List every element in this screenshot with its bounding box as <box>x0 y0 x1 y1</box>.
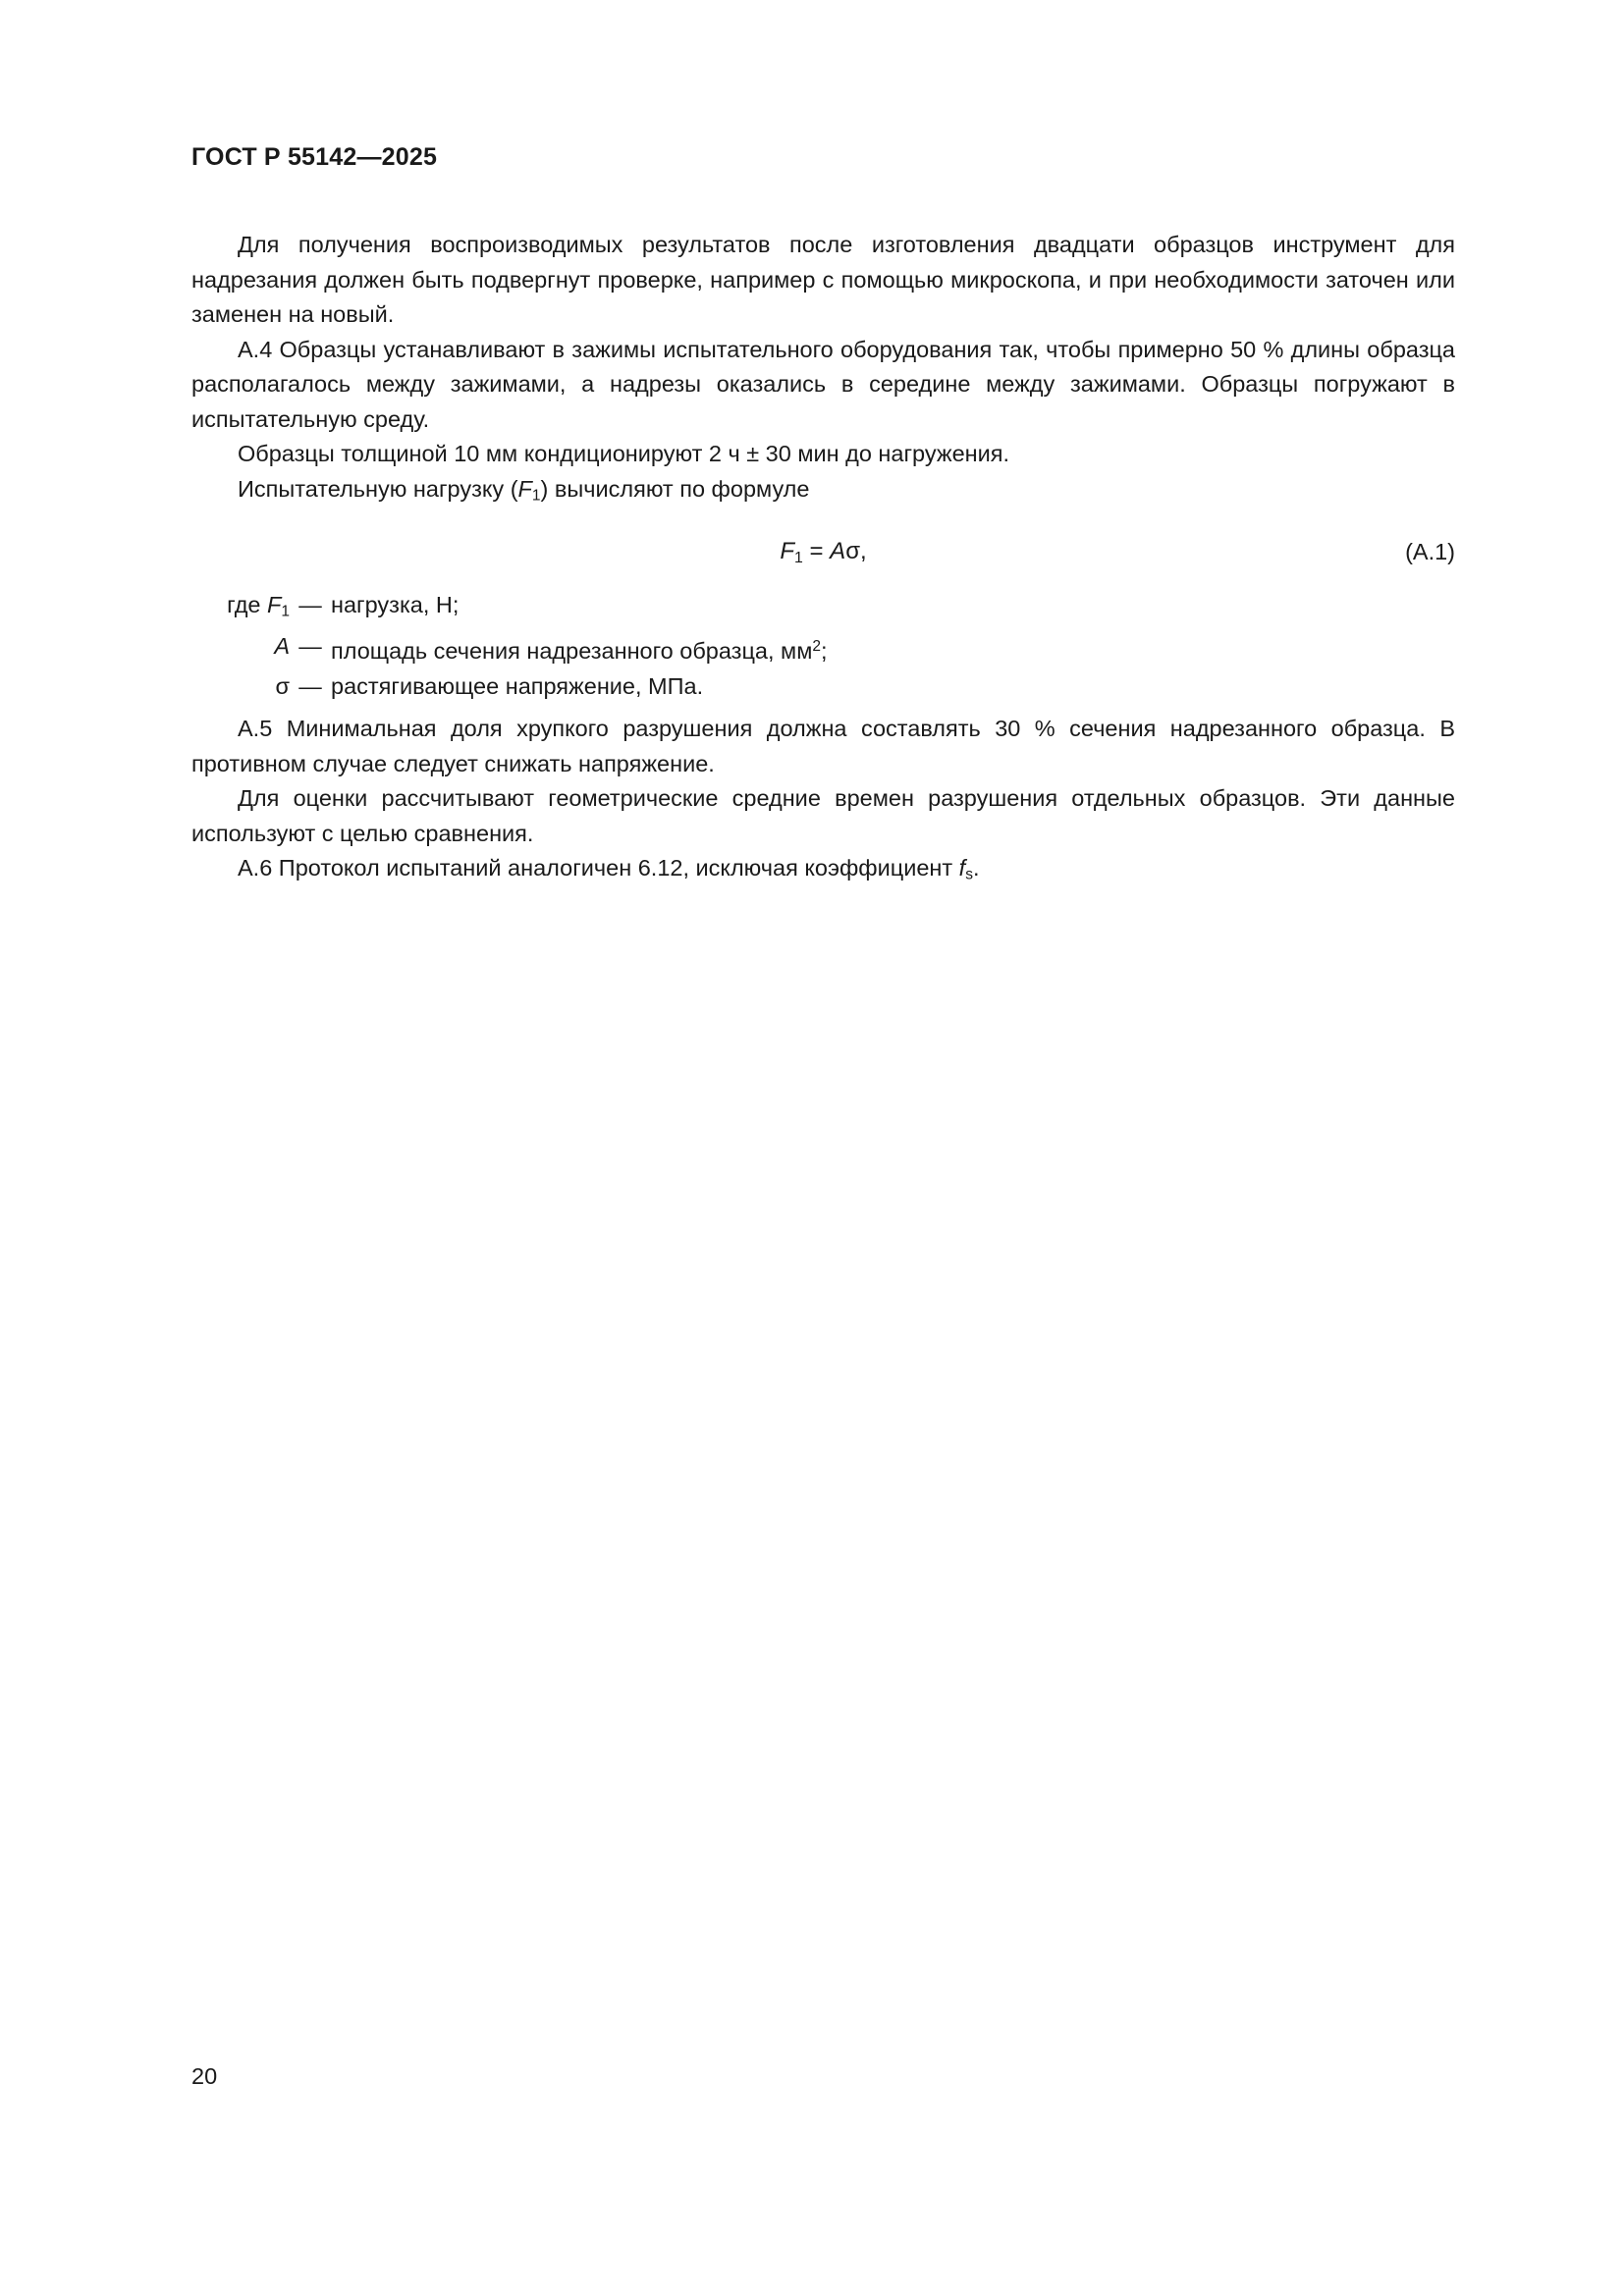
legend-dash-sigma: — <box>298 672 322 699</box>
legend-definition-a-text: площадь сечения надрезанного образца, мм <box>331 638 813 664</box>
load-symbol-subscript: 1 <box>531 487 541 505</box>
legend-definition-sigma: растягивающее напряжение, МПа. <box>331 672 704 699</box>
page-body-content <box>191 228 1455 892</box>
legend-row-sigma <box>191 669 1455 705</box>
legend-dash-a: — <box>298 632 322 659</box>
a6-text-before: А.6 Протокол испытаний аналогичен 6.12, исключая коэффициент <box>238 855 959 881</box>
formula-expression <box>191 537 1455 573</box>
formula-block-a1 <box>191 513 1455 588</box>
paragraph-a6 <box>191 851 1455 892</box>
paragraph-tool-check: Для получения воспроизводимых результатов после изготовления двадцати образцов инструмент для надрезания должен быть подвергнут проверке, например с помощью микроскопа, и при необходимости заточен или заменен на новый. <box>191 232 1455 327</box>
legend-symbol-cell-f1 <box>191 588 290 629</box>
legend-symbol-a: A <box>274 632 290 659</box>
formula-number-a1: (А.1) <box>1405 538 1455 564</box>
legend-symbol-f: F <box>267 591 282 617</box>
a6-symbol-f: f <box>958 855 966 881</box>
legend-row-f1 <box>191 588 1455 629</box>
formula-legend-list <box>191 588 1455 704</box>
load-symbol-f: F <box>517 475 532 502</box>
legend-definition-a-tail: ; <box>820 638 828 664</box>
formula-operator: = <box>809 537 824 564</box>
a6-symbol-subscript: s <box>965 866 973 883</box>
legend-row-a <box>191 629 1455 669</box>
legend-symbol-cell-a <box>191 629 290 669</box>
formula-rhs-stress-symbol: σ, <box>845 537 867 564</box>
load-intro-text-before: Испытательную нагрузку ( <box>238 475 518 502</box>
paragraph-load-intro <box>191 472 1455 513</box>
formula-rhs-area-symbol: A <box>830 537 846 564</box>
paragraph-conditioning: Образцы толщиной 10 мм кондиционируют 2 ч ± 30 мин до нагружения. <box>238 441 1010 466</box>
legend-dash-f1: — <box>298 591 322 617</box>
legend-definition-a-superscript: 2 <box>812 637 821 655</box>
paragraph-a4: А.4 Образцы устанавливают в зажимы испытательного оборудования так, чтобы примерно 50 % длины образца располагалось между зажимами, а надрезы оказались в середине между зажимами. Образцы погружают в испытательную среду. <box>191 336 1455 432</box>
formula-lhs-symbol: F <box>780 537 794 564</box>
a6-text-after: . <box>972 855 980 881</box>
legend-definition-a <box>331 629 1455 669</box>
legend-symbol-f-subscript: 1 <box>281 603 290 620</box>
formula-lhs-subscript: 1 <box>794 549 803 566</box>
legend-symbol-cell-sigma <box>191 669 290 705</box>
paragraph-a5: А.5 Минимальная доля хрупкого разрушения должна составлять 30 % сечения надрезанного образца. В противном случае следует снижать напряжение. <box>191 716 1455 776</box>
paragraph-geometric-mean: Для оценки рассчитывают геометрические средние времен разрушения отдельных образцов. Эти данные используют с целью сравнения. <box>191 785 1455 846</box>
legend-definition-f1: нагрузка, Н; <box>331 591 460 617</box>
where-label: где <box>227 591 261 617</box>
legend-symbol-sigma: σ <box>275 672 290 699</box>
standard-running-header: ГОСТ Р 55142—2025 <box>191 143 438 171</box>
page-number: 20 <box>191 2063 218 2089</box>
legend-bottom-spacer <box>191 704 1455 712</box>
load-intro-text-after: ) вычисляют по формуле <box>540 475 810 502</box>
